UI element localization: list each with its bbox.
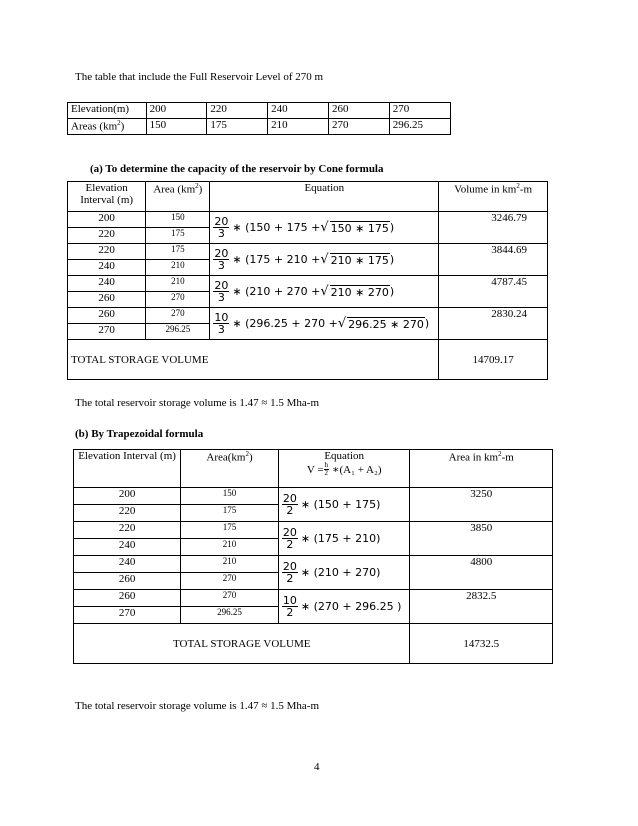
elevation-cell: 200 <box>146 103 207 119</box>
fraction <box>282 527 298 550</box>
equation-suffix: ) <box>389 253 395 266</box>
volume-cell: 3850 <box>410 522 553 556</box>
fraction <box>213 248 229 271</box>
equation-suffix: ) <box>424 317 430 330</box>
area-cell: 150 <box>146 212 210 228</box>
equation-cell <box>210 244 439 276</box>
trapezoid-equation <box>282 561 407 584</box>
trapezoidal-table <box>73 449 553 664</box>
elevation-cell: 200 <box>74 488 181 505</box>
table-row <box>74 556 553 573</box>
equation-expression: ∗ (150 + 175) <box>300 498 381 511</box>
fraction-numerator: 20 <box>214 215 229 228</box>
fraction-numerator: 10 <box>214 311 229 324</box>
header-volume: Volume in $km^2-m$ <box>439 182 548 212</box>
equation-suffix: ) <box>389 221 395 234</box>
fraction <box>213 216 229 239</box>
fraction-denominator: 3 <box>217 323 225 336</box>
sqrt-icon: √ <box>320 284 329 299</box>
equation-cell <box>210 276 439 308</box>
area-cell: 175 <box>181 522 279 539</box>
fraction-numerator: 20 <box>214 279 229 292</box>
radicand: 210 ∗ 175 <box>330 253 389 267</box>
elevation-cell: 260 <box>328 103 389 119</box>
elevation-label: Elevation(m) <box>68 103 147 119</box>
elevation-cell: 240 <box>68 276 146 292</box>
fraction-numerator: 10 <box>282 594 297 607</box>
area-cell: 175 <box>207 119 268 135</box>
elevation-cell: 260 <box>74 590 181 607</box>
elevation-cell: 260 <box>74 573 181 590</box>
fraction-numerator: 20 <box>282 560 297 573</box>
area-cell: 270 <box>181 573 279 590</box>
volume-cell: 2830.24 <box>439 308 548 340</box>
trapezoid-equation <box>282 527 407 550</box>
total-label: TOTAL STORAGE VOLUME <box>74 624 410 664</box>
equation-prefix: ∗ (296.25 + 270 + <box>232 317 338 330</box>
fraction-denominator: 2 <box>286 538 294 551</box>
area-cell: 210 <box>268 119 329 135</box>
area-cell: 175 <box>146 244 210 260</box>
total-value: 14732.5 <box>410 624 553 664</box>
fraction-denominator: 3 <box>217 259 225 272</box>
elevation-cell: 240 <box>68 260 146 276</box>
elevation-cell: 220 <box>68 228 146 244</box>
elevation-cell: 270 <box>68 324 146 340</box>
area-cell: 150 <box>181 488 279 505</box>
radicand: 150 ∗ 175 <box>330 221 389 235</box>
volume-cell: 3250 <box>410 488 553 522</box>
fraction-denominator: 2 <box>286 606 294 619</box>
elevation-cell: 220 <box>207 103 268 119</box>
section-a-title: (a) To determine the capacity of the reservoir by Cone formula <box>90 163 384 175</box>
equation-header-label: Equation <box>324 450 365 462</box>
cone-table <box>67 181 548 380</box>
elevation-cell: 270 <box>74 607 181 624</box>
volume-cell: 3246.79 <box>439 212 548 244</box>
area-cell: 175 <box>181 505 279 522</box>
equation-cell <box>278 556 410 590</box>
area-cell: 296.25 <box>389 119 450 135</box>
header-elevation: Elevation Interval (m) <box>74 450 181 488</box>
volume-cell: 3844.69 <box>439 244 548 276</box>
area-cell: 270 <box>181 590 279 607</box>
table-row <box>74 488 553 505</box>
elevation-cell: 220 <box>74 522 181 539</box>
equation-prefix: ∗ (150 + 175 + <box>232 221 321 234</box>
table-row <box>68 276 548 292</box>
equation-cell <box>278 522 410 556</box>
fraction-denominator: 2 <box>286 504 294 517</box>
total-value: 14709.17 <box>439 340 548 380</box>
fraction-denominator: 2 <box>286 572 294 585</box>
radicand: 210 ∗ 270 <box>330 285 389 299</box>
area-cell: 210 <box>146 260 210 276</box>
elevation-cell: 270 <box>389 103 450 119</box>
radicand: 296.25 ∗ 270 <box>348 317 424 331</box>
intro-text: The table that include the Full Reservoir Level of 270 m <box>75 71 324 83</box>
elevation-cell: 240 <box>74 539 181 556</box>
cone-equation <box>213 248 435 271</box>
equation-header-formula: V = $\frac{h}{2}$ ∗(A₁ + A₂) <box>306 461 382 477</box>
equation-suffix: ) <box>389 285 395 298</box>
fraction-denominator: 3 <box>217 291 225 304</box>
equation-prefix: ∗ (175 + 210 + <box>232 253 321 266</box>
equation-expression: ∗ (175 + 210) <box>300 532 381 545</box>
sqrt-icon: √ <box>320 220 329 235</box>
equation-prefix: ∗ (210 + 270 + <box>232 285 321 298</box>
trapezoid-equation <box>282 595 407 618</box>
elevation-cell: 220 <box>74 505 181 522</box>
equation-cell <box>210 212 439 244</box>
volume-cell: 4800 <box>410 556 553 590</box>
cone-equation <box>213 216 435 239</box>
fraction-numerator: 20 <box>282 492 297 505</box>
fraction <box>213 280 229 303</box>
fraction <box>282 561 298 584</box>
fraction-denominator: 3 <box>217 227 225 240</box>
table-row <box>74 522 553 539</box>
sqrt-icon: √ <box>337 316 347 331</box>
header-area: Area $(km^2)$ <box>146 182 210 212</box>
area-cell: 210 <box>181 556 279 573</box>
summary-b: The total reservoir storage volume is 1.47 ≈ 1.5 Mha-m <box>75 700 320 712</box>
fraction <box>213 312 229 335</box>
equation-cell <box>278 590 410 624</box>
volume-cell: 4787.45 <box>439 276 548 308</box>
sqrt-icon: √ <box>320 252 329 267</box>
equation-cell <box>278 488 410 522</box>
areas-label: Areas $(km^2)$ <box>68 119 147 135</box>
area-cell: 150 <box>146 119 207 135</box>
section-b-title: (b) By Trapezoidal formula <box>75 428 204 440</box>
fraction <box>282 595 298 618</box>
header-equation <box>278 450 410 488</box>
trapezoid-equation <box>282 493 407 516</box>
elevation-cell: 260 <box>68 292 146 308</box>
area-cell: 210 <box>146 276 210 292</box>
area-cell: 270 <box>146 308 210 324</box>
elevation-cell: 240 <box>74 556 181 573</box>
levels-table <box>67 102 451 135</box>
header-elevation: Elevation Interval (m) <box>68 182 146 212</box>
area-cell: 296.25 <box>146 324 210 340</box>
header-volume: Area in $km^2-m$ <box>410 450 553 488</box>
area-cell: 270 <box>146 292 210 308</box>
area-cell: 270 <box>328 119 389 135</box>
fraction-numerator: 20 <box>214 247 229 260</box>
equation-expression: ∗ (270 + 296.25 ) <box>300 600 402 613</box>
cone-equation <box>213 312 435 335</box>
equation-expression: ∗ (210 + 270) <box>300 566 381 579</box>
table-row <box>68 308 548 324</box>
header-equation: Equation <box>210 182 439 212</box>
table-row <box>74 590 553 607</box>
area-cell: 175 <box>146 228 210 244</box>
elevation-cell: 200 <box>68 212 146 228</box>
elevation-cell: 220 <box>68 244 146 260</box>
fraction <box>282 493 298 516</box>
elevation-cell: 240 <box>268 103 329 119</box>
cone-equation <box>213 280 435 303</box>
elevation-cell: 260 <box>68 308 146 324</box>
page-number: 4 <box>314 761 320 773</box>
total-label: TOTAL STORAGE VOLUME <box>68 340 439 380</box>
area-cell: 210 <box>181 539 279 556</box>
header-area: $Area(km^2)$ <box>181 450 279 488</box>
table-row <box>68 244 548 260</box>
volume-cell: 2832.5 <box>410 590 553 624</box>
equation-cell <box>210 308 439 340</box>
table-row <box>68 212 548 228</box>
summary-a: The total reservoir storage volume is 1.47 ≈ 1.5 Mha-m <box>75 397 320 409</box>
fraction-numerator: 20 <box>282 526 297 539</box>
area-cell: 296.25 <box>181 607 279 624</box>
